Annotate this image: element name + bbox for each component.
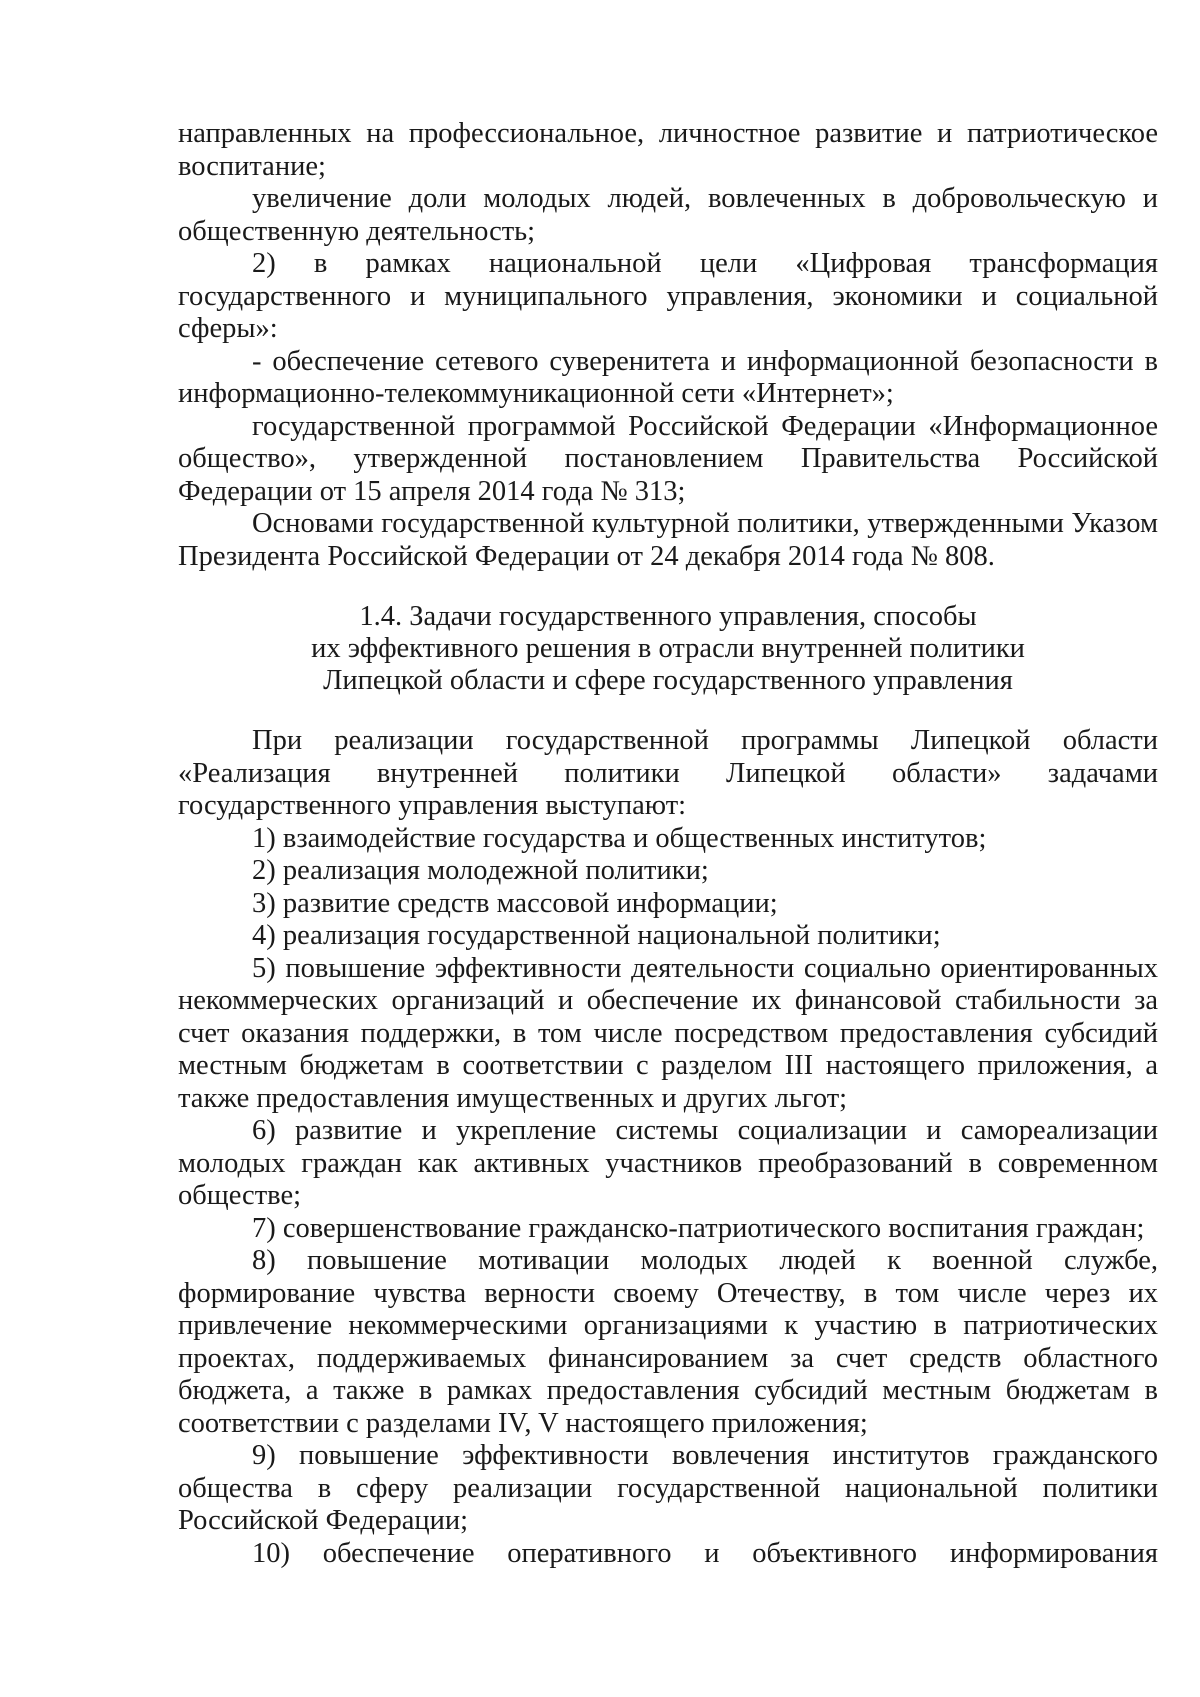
list-item: 7) совершенствование гражданско-патриотического воспитания граждан; [252, 1212, 1145, 1244]
document-body [178, 118, 1158, 1570]
list-item: 5) повышение эффективности деятельности социально ориентированных некоммерческих организаций и обеспечение их финансовой стабильности за счет оказания поддержки, в том числе посредством предоставления субсидий местным бюджетам в соответствии с разделом III настоящего приложения, а также предоставления имущественных и других льгот; [178, 952, 1158, 1114]
paragraph: государственной программой Российской Федерации «Информационное общество», утвержденной постановлением Правительства Российской Федерации от 15 апреля 2014 года № 313; [178, 410, 1158, 507]
list-item: 1) взаимодействие государства и общественных институтов; [252, 822, 987, 854]
section-heading-line-1: 1.4. Задачи государственного управления, способы [359, 601, 977, 632]
list-item: 6) развитие и укрепление системы социализации и самореализации молодых граждан как активных участников преобразований в современном обществе; [178, 1115, 1158, 1211]
paragraph: 2) в рамках национальной цели «Цифровая трансформация государственного и муниципального управления, экономики и социальной сферы»: [178, 248, 1158, 344]
list-item: 8) повышение мотивации молодых людей к военной службе, формирование чувства верности своему Отечеству, в том числе через их привлечение некоммерческими организациями к участию в патриотических проектах, поддерживаемых финансированием за счет средств областного бюджета, а также в рамках предоставления субсидий местным бюджетам в соответствии с разделами IV, V настоящего приложения; [178, 1245, 1158, 1439]
paragraph: увеличение доли молодых людей, вовлеченных в добровольческую и общественную деятельность; [178, 183, 1158, 247]
paragraph: При реализации государственной программы Липецкой области «Реализация внутренней политики Липецкой области» задачами государственного управления выступают: [178, 725, 1158, 821]
list-item: 9) повышение эффективности вовлечения институтов гражданского общества в сферу реализации государственной национальной политики Российской Федерации; [178, 1440, 1158, 1536]
list-item: 2) реализация молодежной политики; [252, 855, 709, 886]
paragraph: направленных на профессиональное, личностное развитие и патриотическое воспитание; [178, 118, 1158, 182]
section-heading-line-2: их эффективного решения в отрасли внутренней политики [311, 633, 1025, 664]
paragraph: - обеспечение сетевого суверенитета и информационной безопасности в информационно-телекоммуникационной сети «Интернет»; [178, 345, 1158, 409]
paragraph: Основами государственной культурной политики, утвержденными Указом Президента Российской Федерации от 24 декабря 2014 года № 808. [178, 508, 1158, 572]
section-heading-line-3: Липецкой области и сфере государственного управления [323, 665, 1013, 696]
list-item: 3) развитие средств массовой информации; [252, 887, 778, 919]
section-heading [178, 601, 1158, 697]
list-item: 10) обеспечение оперативного и объективного информирования [252, 1537, 1158, 1569]
list-item: 4) реализация государственной национальной политики; [252, 920, 941, 951]
